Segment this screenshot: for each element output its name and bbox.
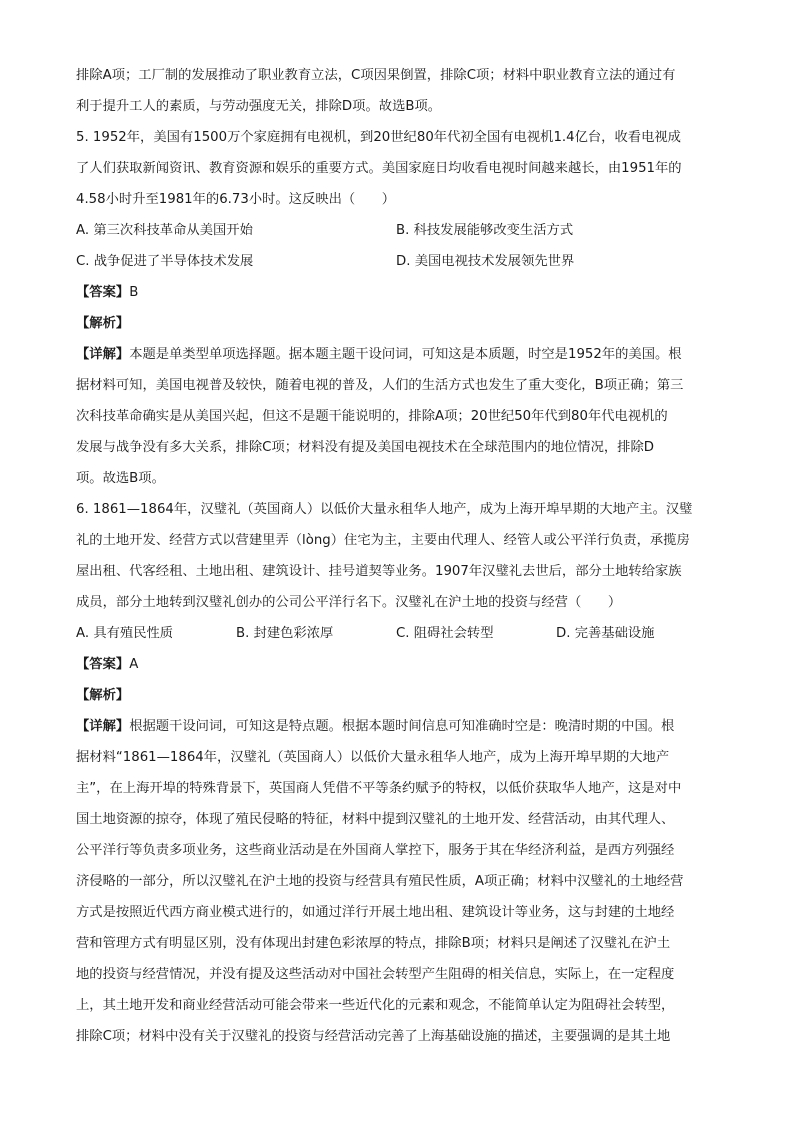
detail-line: 排除C项；材料中没有关于汉璧礼的投资与经营活动完善了上海基础设施的描述，主要强调的是其土地 <box>76 1029 671 1044</box>
detail-paragraph <box>76 711 716 1052</box>
options-row <box>76 246 716 277</box>
detail-line: 方式是按照近代西方商业模式进行的，如通过洋行开展土地出租、建筑设计等业务，这与封建的土地经 <box>76 905 675 920</box>
analysis-line <box>76 680 716 711</box>
detail-line: 本题是单类型单项选择题。据本题主题干设问词，可知这是本质题，时空是1952年的美国。根 <box>129 347 682 362</box>
analysis-label: 【解析】 <box>76 688 130 703</box>
detail-label: 【详解】 <box>76 719 130 734</box>
detail-line: 主”，在上海开埠的特殊背景下，英国商人凭借不平等条约赋予的特权，以低价获取华人地产，这是对中 <box>76 781 682 796</box>
option-b: B. 科技发展能够改变生活方式 <box>396 223 574 238</box>
option-d: D. 美国电视技术发展领先世界 <box>396 254 575 269</box>
detail-line: 济侵略的一部分，所以汉璧礼在沪土地的投资与经营具有殖民性质，A项正确；材料中汉璧礼的土地经营 <box>76 874 684 889</box>
detail-line: 国土地资源的掠夺，体现了殖民侵略的特征，材料中提到汉璧礼的土地开发、经营活动，由其代理人、 <box>76 812 675 827</box>
detail-line: 公平洋行等负责多项业务，这些商业活动是在外国商人掌控下，服务于其在华经济利益，是西方列强经 <box>76 843 675 858</box>
detail-line: 根据题干设问词，可知这是特点题。根据本题时间信息可知准确时空是：晚清时期的中国。根 <box>129 719 675 734</box>
document-page <box>76 60 716 1052</box>
answer-label: 【答案】 <box>76 285 130 300</box>
analysis-line <box>76 308 716 339</box>
option-a: A. 第三次科技革命从美国开始 <box>76 223 253 238</box>
option-a: A. 具有殖民性质 <box>76 626 174 641</box>
detail-paragraph <box>76 339 716 494</box>
detail-line: 营和管理方式有明显区别，没有体现出封建色彩浓厚的特点，排除B项；材料只是阐述了汉璧礼在沪土 <box>76 936 671 951</box>
question-stem-line: 成员，部分土地转到汉璧礼创办的公司公平洋行名下。汉璧礼在沪土地的投资与经营（ ） <box>76 595 622 610</box>
detail-line: 项。故选B项。 <box>76 471 165 486</box>
question-6 <box>76 494 716 1052</box>
detail-line: 据材料可知，美国电视普及较快，随着电视的普及，人们的生活方式也发生了重大变化，B项正确；第三 <box>76 378 684 393</box>
answer-line <box>76 277 716 308</box>
text-line: 排除A项；工厂制的发展推动了职业教育立法，C项因果倒置，排除C项；材料中职业教育立法的通过有 <box>76 68 676 83</box>
text-line: 利于提升工人的素质，与劳动强度无关，排除D项。故选B项。 <box>76 99 442 114</box>
option-b: B. 封建色彩浓厚 <box>236 626 334 641</box>
answer-label: 【答案】 <box>76 657 130 672</box>
intro-paragraph <box>76 60 716 122</box>
option-d: D. 完善基础设施 <box>556 626 655 641</box>
option-c: C. 战争促进了半导体技术发展 <box>76 254 254 269</box>
detail-line: 上，其土地开发和商业经营活动可能会带来一些近代化的元素和观念，不能简单认定为阻碍社会转型， <box>76 998 675 1013</box>
answer-value: A <box>129 657 139 672</box>
detail-line: 次科技革命确实是从美国兴起，但这不是题干能说明的，排除A项；20世纪50年代到80年代电视机的 <box>76 409 668 424</box>
options-row <box>76 618 716 649</box>
detail-line: 地的投资与经营情况，并没有提及这些活动对中国社会转型产生阻碍的相关信息，实际上，在一定程度 <box>76 967 675 982</box>
options-row <box>76 215 716 246</box>
question-stem-line: 4.58小时升至1981年的6.73小时。这反映出（ ） <box>76 192 396 207</box>
question-stem-line: 5. 1952年，美国有1500万个家庭拥有电视机，到20世纪80年代初全国有电视机1.4亿台，收看电视成 <box>76 130 681 145</box>
answer-value: B <box>129 285 139 300</box>
question-stem-line: 了人们获取新闻资讯、教育资源和娱乐的重要方式。美国家庭日均收看电视时间越来越长，由1951年的 <box>76 161 682 176</box>
option-c: C. 阻碍社会转型 <box>396 626 494 641</box>
detail-line: 据材料“1861—1864年，汉璧礼（英国商人）以低价大量永租华人地产，成为上海开埠早期的大地产 <box>76 750 670 765</box>
question-stem-line: 礼的土地开发、经营方式以营建里弄（lòng）住宅为主，主要由代理人、经管人或公平洋行负责，承揽房 <box>76 533 690 548</box>
detail-label: 【详解】 <box>76 347 130 362</box>
answer-line <box>76 649 716 680</box>
analysis-label: 【解析】 <box>76 316 130 331</box>
detail-line: 发展与战争没有多大关系，排除C项；材料没有提及美国电视技术在全球范围内的地位情况，排除D <box>76 440 654 455</box>
question-5 <box>76 122 716 494</box>
question-stem-line: 屋出租、代客经租、土地出租、建筑设计、挂号道契等业务。1907年汉璧礼去世后，部分土地转给家族 <box>76 564 682 579</box>
question-stem-line: 6. 1861—1864年，汉璧礼（英国商人）以低价大量永租华人地产，成为上海开埠早期的大地产主。汉璧 <box>76 502 693 517</box>
